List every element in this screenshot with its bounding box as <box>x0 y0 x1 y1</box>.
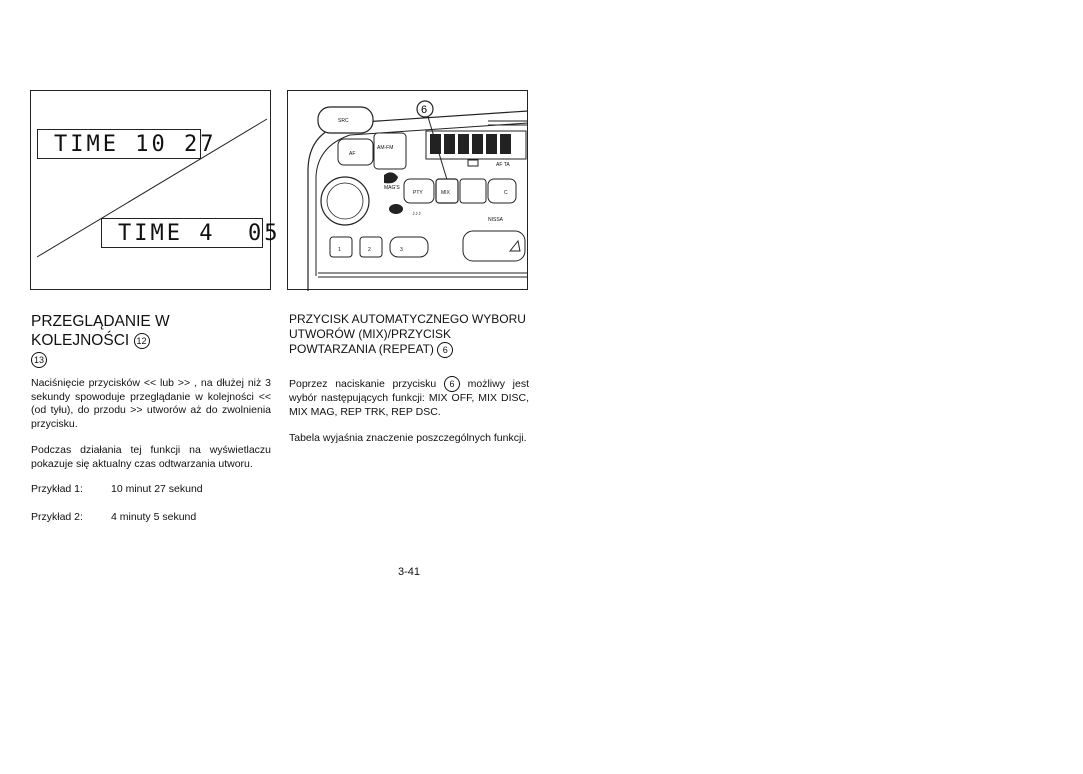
figure-radio-faceplate <box>287 90 528 290</box>
svg-text:NISSA: NISSA <box>488 217 504 223</box>
ref-6-icon: 6 <box>437 342 453 358</box>
ref-12-icon: 12 <box>134 333 150 349</box>
lcd-display-top: TIME 10 27 <box>37 129 201 159</box>
para-text: Poprzez naciskanie przycisku <box>289 377 437 390</box>
paragraph-scan: Naciśnięcie przycisków << lub >> , na dłużej niż 3 sekundy spowoduje przeglądanie w kolejności << (od tyłu), do przodu >> utworów aż do zwolnienia przycisku. <box>31 377 271 430</box>
paragraph-table-note: Tabela wyjaśnia znaczenie poszczególnych funkcji. <box>289 432 527 444</box>
svg-text:♪♪♪: ♪♪♪ <box>412 211 421 217</box>
svg-text:MAG'S: MAG'S <box>384 185 400 191</box>
example-row <box>31 511 271 525</box>
svg-text:6: 6 <box>421 104 428 116</box>
svg-text:PTY: PTY <box>413 190 423 196</box>
src-label: SRC <box>338 118 349 124</box>
figure-time-display <box>30 90 281 290</box>
lcd-display-bottom: TIME 4 05 <box>101 218 263 248</box>
example-row <box>31 483 271 497</box>
example-value: 10 minut 27 sekund <box>111 483 203 495</box>
volume-knob <box>321 177 369 225</box>
section-heading-left <box>31 312 271 350</box>
example-label: Przykład 1: <box>31 483 83 495</box>
example-value: 4 minuty 5 sekund <box>111 511 197 523</box>
left-column <box>31 312 271 471</box>
svg-text:AF: AF <box>349 151 356 157</box>
para-text: możliwy jest wybór następujących funkcji: MIX OFF, MIX DISC, MIX MAG, REP TRK, REP DSC. <box>289 377 529 418</box>
ref-13-icon: 13 <box>31 352 47 368</box>
heading-text: PRZYCISK AUTOMATYCZNEGO WYBORU UTWORÓW (MIX)/PRZYCISK POWTARZANIA (REPEAT) <box>289 312 526 357</box>
svg-text:3: 3 <box>400 247 403 253</box>
paragraph-display-time: Podczas działania tej funkcji na wyświetlaczu pokazuje się aktualny czas odtwarzania utworu. <box>31 444 271 470</box>
ref-6-icon: 6 <box>444 376 460 392</box>
svg-text:2: 2 <box>368 247 371 253</box>
page-number: 3-41 <box>398 566 421 578</box>
example-label: Przykład 2: <box>31 511 83 523</box>
paragraph-mix-functions <box>289 376 529 419</box>
radio-drawing <box>288 91 529 291</box>
svg-text:AF TA: AF TA <box>496 162 510 168</box>
svg-text:1: 1 <box>338 247 341 253</box>
diagonal-line <box>31 91 272 291</box>
svg-text:C: C <box>504 190 508 196</box>
svg-text:AM-FM: AM-FM <box>377 145 394 151</box>
heading-text: PRZEGLĄDANIE W KOLEJNOŚCI <box>31 313 170 349</box>
section-heading-right <box>289 312 529 358</box>
right-column <box>289 312 529 446</box>
svg-text:MIX: MIX <box>441 190 450 196</box>
